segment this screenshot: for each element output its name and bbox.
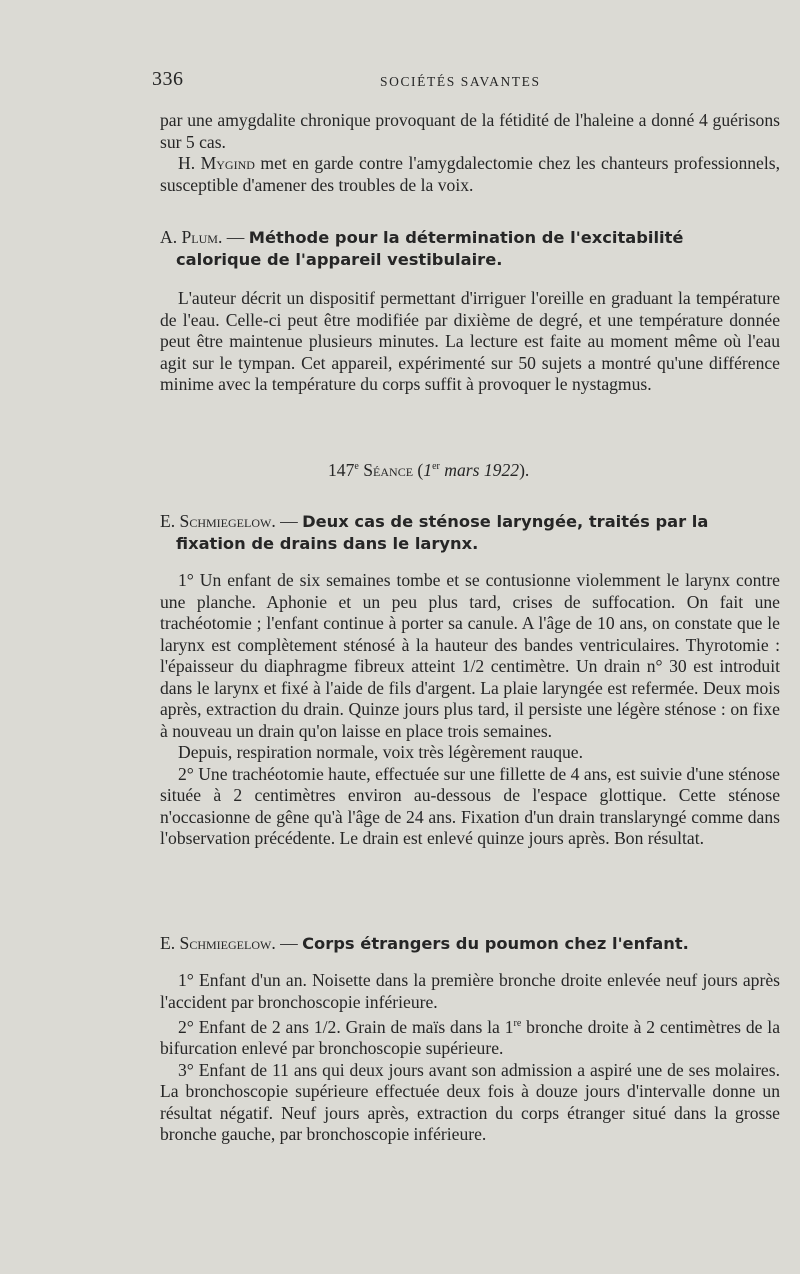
article-paragraph: L'auteur décrit un dispositif permettant d'irriguer l'oreille en graduant la température de l'eau. Celle-ci peut être modifiée par dixième de degré, et une température donnée peut être maintenue plusieurs minutes. La lecture est faite au moment même où l'eau agit sur le tympan. Cet appareil, expérimenté sur 50 sujets a montré qu'une différence minime avec la température du corps suffit à provoquer le nystagmus. — [160, 288, 780, 394]
article-heading: E. Schmiegelow. — Corps étrangers du poumon chez l'enfant. — [160, 933, 689, 953]
intro-paragraph-2: H. Mygind met en garde contre l'amygdalectomie chez les chanteurs professionnels, susceptible d'amener des troubles de la voix. — [160, 153, 780, 195]
intro-section — [160, 110, 780, 196]
article-title: Corps étrangers du poumon chez l'enfant. — [302, 934, 689, 953]
article-title: Deux cas de sténose laryngée, traités par la — [302, 512, 709, 531]
article-schmiegelow-stenose-body — [160, 570, 780, 850]
article-plum-body — [160, 288, 780, 396]
case-1-result-paragraph: Depuis, respiration normale, voix très légèrement rauque. — [178, 742, 584, 762]
article-author: E. Schmiegelow. — [160, 933, 276, 953]
article-author: E. Schmiegelow. — [160, 511, 276, 531]
article-heading: E. Schmiegelow. — Deux cas de sténose laryngée, traités par la fixation de drains dans le larynx. — [160, 510, 780, 555]
seance-heading: 147e Séance (1er mars 1922). — [328, 460, 530, 480]
article-title: Méthode pour la détermination de l'excitabilité — [248, 228, 684, 247]
author-name: H. Mygind — [178, 153, 255, 173]
page-header — [152, 68, 772, 92]
article-schmiegelow-corps — [160, 932, 780, 955]
case-3-paragraph: 3° Enfant de 11 ans qui deux jours avant son admission a aspiré une de ses molaires. La bronchoscopie supérieure effectuée deux fois à douze jours d'intervalle donne un résultat négatif. Neuf jours après, extraction du corps étranger situé dans la grosse bronche gauche, par bronchoscopie inférieure. — [160, 1059, 780, 1145]
article-plum — [160, 226, 780, 271]
article-author: A. Plum. — [160, 227, 223, 247]
article-schmiegelow-stenose — [160, 510, 780, 555]
article-heading: A. Plum. — Méthode pour la détermination de l'excitabilité calorique de l'appareil vestibulaire. — [160, 226, 780, 271]
running-title: SOCIÉTÉS SAVANTES — [380, 74, 541, 89]
case-2-paragraph: 2° Enfant de 2 ans 1/2. Grain de maïs dans la 1re bronche droite à 2 centimètres de la bifurcation enlevé par bronchoscopie supérieure. — [160, 1016, 781, 1059]
article-title-continued: calorique de l'appareil vestibulaire. — [176, 250, 503, 269]
article-title-continued: fixation de drains dans le larynx. — [176, 534, 479, 553]
case-1-paragraph: 1° Un enfant de six semaines tombe et se contusionne violemment le larynx contre une planche. Aphonie et un peu plus tard, crises de suffocation. On fait une trachéotomie ; l'enfant continue à porter sa canule. A l'âge de 10 ans, on constate que le larynx est complètement sténosé à la hauteur des bandes ventriculaires. Thyrotomie : l'épaisseur du diaphragme fibreux atteint 1/2 centimètre. Un drain n° 30 est introduit dans le larynx et fixé à l'aide de fils d'argent. La plaie laryngée est refermée. Deux mois après, extraction du drain. Quinze jours plus tard, il persiste une légère sténose : on fixe à nouveau un drain qu'on laisse en place trois semaines. — [160, 570, 780, 741]
case-2-paragraph: 2° Une trachéotomie haute, effectuée sur une fillette de 4 ans, est suivie d'une sténose située à 2 centimètres environ au-dessous de l'espace glottique. Cette sténose n'occasionne de gêne qu'à l'âge de 24 ans. Fixation d'un drain translaryngé comme dans l'observation précédente. Le drain est enlevé quinze jours après. Bon résultat. — [160, 763, 780, 848]
case-1-paragraph: 1° Enfant d'un an. Noisette dans la première bronche droite enlevée neuf jours après l'accident par bronchoscopie inférieure. — [160, 970, 780, 1012]
page-number: 336 — [152, 68, 184, 90]
article-schmiegelow-corps-body — [160, 970, 780, 1146]
intro-paragraph-1: par une amygdalite chronique provoquant de la fétidité de l'haleine a donné 4 guérisons sur 5 cas. — [160, 110, 780, 152]
